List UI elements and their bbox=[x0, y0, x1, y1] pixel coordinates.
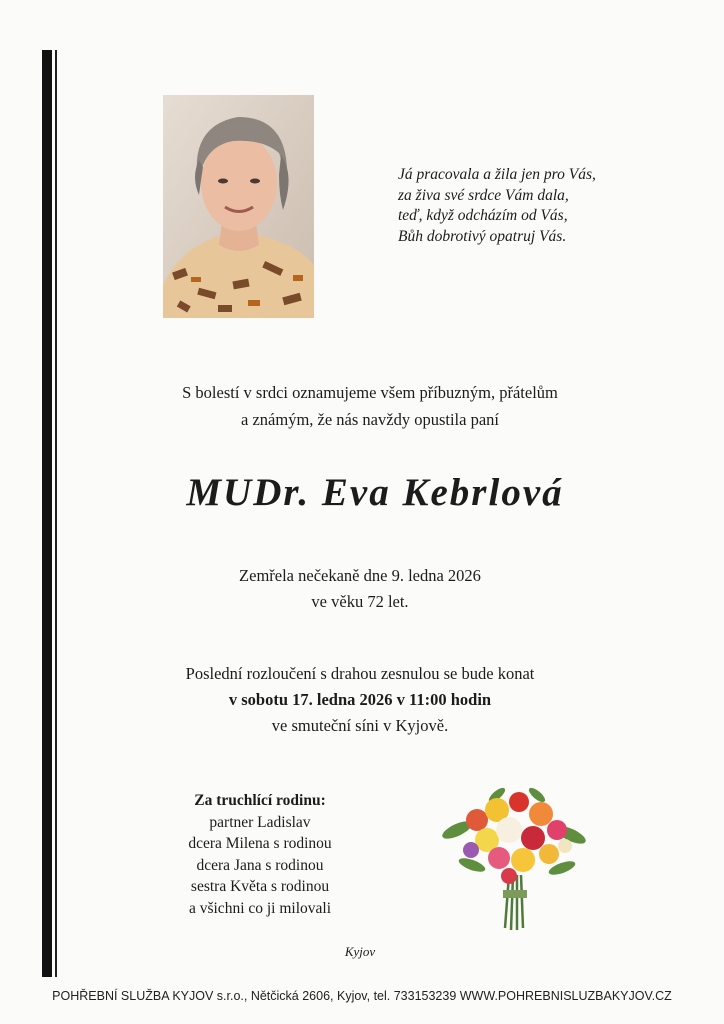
place-name: Kyjov bbox=[344, 944, 376, 959]
family-member: dcera Milena s rodinou bbox=[188, 835, 332, 852]
family-member: dcera Jana s rodinou bbox=[196, 856, 324, 874]
death-info bbox=[140, 563, 580, 615]
poem-line: teď, když odcházím od Vás, bbox=[398, 207, 568, 224]
family-member: sestra Květa s rodinou bbox=[190, 878, 330, 895]
announcement-line: a známým, že nás navždy opustila paní bbox=[241, 410, 499, 429]
announcement-line: S bolestí v srdci oznamujeme všem příbuzným, přátelům bbox=[182, 383, 558, 402]
portrait-photo bbox=[163, 95, 314, 318]
poem-line: Bůh dobrotivý opatruj Vás. bbox=[398, 227, 567, 245]
family-heading: Za truchlící rodinu: bbox=[194, 792, 326, 809]
funeral-info bbox=[100, 661, 620, 739]
deceased-name: MUDr. Eva Kebrlová bbox=[186, 471, 564, 514]
family-member: a všichni co ji milovali bbox=[188, 899, 332, 917]
funeral-location: ve smuteční síni v Kyjově. bbox=[271, 716, 449, 735]
family-list bbox=[130, 790, 390, 919]
memorial-poem bbox=[398, 165, 638, 247]
funeral-intro: Poslední rozloučení s drahou zesnulou se bude konat bbox=[185, 664, 535, 683]
death-date: Zemřela nečekaně dne 9. ledna 2026 bbox=[239, 566, 481, 585]
family-member: partner Ladislav bbox=[209, 813, 311, 831]
death-age: ve věku 72 let. bbox=[311, 592, 409, 611]
flower-bouquet-icon bbox=[437, 780, 591, 934]
mourning-border-thin bbox=[55, 50, 57, 977]
funeral-datetime: v sobotu 17. ledna 2026 v 11:00 hodin bbox=[228, 690, 492, 709]
announcement bbox=[130, 379, 610, 433]
poem-line: Já pracovala a žila jen pro Vás, bbox=[398, 166, 596, 183]
poem-line: za živa své srdce Vám dala, bbox=[398, 186, 569, 204]
funeral-service-footer: POHŘEBNÍ SLUŽBA KYJOV s.r.o., Nětčická 2606, Kyjov, tel. 733153239 WWW.POHREBNISLUZBAKYJOV.CZ bbox=[52, 989, 672, 1003]
mourning-border-thick bbox=[42, 50, 52, 977]
